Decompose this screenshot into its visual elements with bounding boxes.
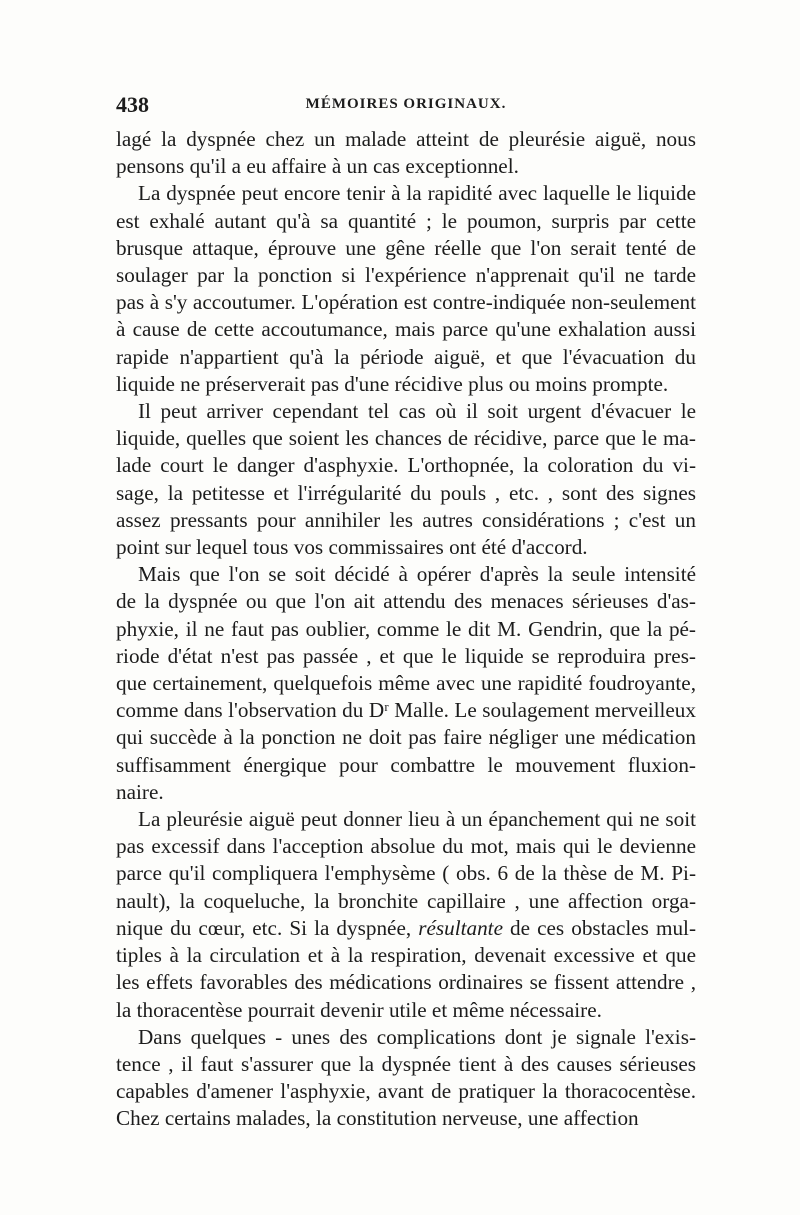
text-line: sage, la petitesse et l'irrégularité du pouls , etc. , sont des signes — [116, 480, 696, 505]
text-line: rapide n'appartient qu'à la période aiguë, et que l'évacuation du — [116, 344, 696, 369]
paragraph — [116, 180, 696, 398]
text-line: comme dans l'observation du Dʳ Malle. Le soulagement merveilleux — [116, 698, 696, 723]
paragraph — [116, 561, 696, 806]
text-line: pensons qu'il a eu affaire à un cas exceptionnel. — [116, 154, 519, 179]
text-line: nique du cœur, etc. Si la dyspnée, résultante de ces obstacles mul- — [116, 915, 696, 940]
italic-term: résultante — [418, 915, 503, 940]
page-number: 438 — [116, 92, 149, 117]
text-line: nault), la coqueluche, la bronchite capillaire , une affection orga- — [116, 888, 696, 913]
text-line: assez pressants pour annihiler les autres considérations ; c'est un — [116, 507, 696, 532]
text-line: soulager par la ponction si l'expérience n'apprenait qu'il ne tarde — [116, 263, 696, 288]
text-line: tence , il faut s'assurer que la dyspnée tient à des causes sérieuses — [116, 1051, 696, 1076]
text-line: La pleurésie aiguë peut donner lieu à un épanchement qui ne soit — [138, 807, 696, 832]
paragraph — [116, 806, 696, 1024]
page-header — [116, 92, 696, 126]
text-line: riode d'état n'est pas passée , et que le liquide se reproduira pres- — [116, 643, 696, 668]
text-line: pas excessif dans l'acception absolue du mot, mais qui le devienne — [116, 834, 696, 859]
text-line: phyxie, il ne faut pas oublier, comme le dit M. Gendrin, que la pé- — [116, 616, 696, 641]
text-line: Dans quelques - unes des complications dont je signale l'exis- — [138, 1024, 696, 1049]
text-line: point sur lequel tous vos commissaires ont été d'accord. — [116, 535, 588, 560]
text-line: les effets favorables des médications ordinaires se fissent attendre , — [116, 970, 696, 995]
text-line: lade court le danger d'asphyxie. L'orthopnée, la coloration du vi- — [116, 453, 696, 478]
text-line: liquide, quelles que soient les chances de récidive, parce que le ma- — [116, 426, 696, 451]
paragraph — [116, 126, 696, 180]
paragraph — [116, 1024, 696, 1133]
text-line: liquide ne préserverait pas d'une récidive plus ou moins prompte. — [116, 371, 669, 396]
paragraph — [116, 398, 696, 561]
text-line: est exhalé autant qu'à sa quantité ; le poumon, surpris par cette — [116, 208, 696, 233]
text-line: à cause de cette accoutumance, mais parce qu'une exhalation aussi — [116, 317, 696, 342]
text-line: naire. — [116, 779, 164, 804]
body-text — [116, 126, 696, 1133]
text-line: Chez certains malades, la constitution nerveuse, une affection — [116, 1106, 639, 1131]
text-line: que certainement, quelquefois même avec une rapidité foudroyante, — [116, 671, 696, 696]
text-line: la thoracentèse pourrait devenir utile et même nécessaire. — [116, 997, 602, 1022]
text-line: lagé la dyspnée chez un malade atteint de pleurésie aiguë, nous — [116, 127, 696, 151]
text-line: Mais que l'on se soit décidé à opérer d'après la seule intensité — [138, 562, 696, 587]
text-line: La dyspnée peut encore tenir à la rapidité avec laquelle le liquide — [138, 181, 696, 206]
text-line: suffisamment énergique pour combattre le mouvement fluxion- — [116, 752, 696, 777]
text-line: Il peut arriver cependant tel cas où il soit urgent d'évacuer le — [138, 399, 696, 424]
text-line: qui succède à la ponction ne doit pas faire négliger une médication — [116, 725, 696, 750]
text-line: parce qu'il compliquera l'emphysème ( obs. 6 de la thèse de M. Pi- — [116, 861, 696, 886]
text-line: capables d'amener l'asphyxie, avant de pratiquer la thoracocentèse. — [116, 1079, 696, 1104]
text-line: tiples à la circulation et à la respiration, devenait excessive et que — [116, 943, 696, 968]
text-line: pas à s'y accoutumer. L'opération est contre-indiquée non-seulement — [116, 290, 696, 315]
running-head: MÉMOIRES ORIGINAUX. — [305, 96, 507, 112]
text-line: de la dyspnée ou que l'on ait attendu des menaces sérieuses d'as- — [116, 589, 696, 614]
book-page — [116, 92, 696, 1133]
text-line: brusque attaque, éprouve une gêne réelle que l'on serait tenté de — [116, 235, 696, 260]
